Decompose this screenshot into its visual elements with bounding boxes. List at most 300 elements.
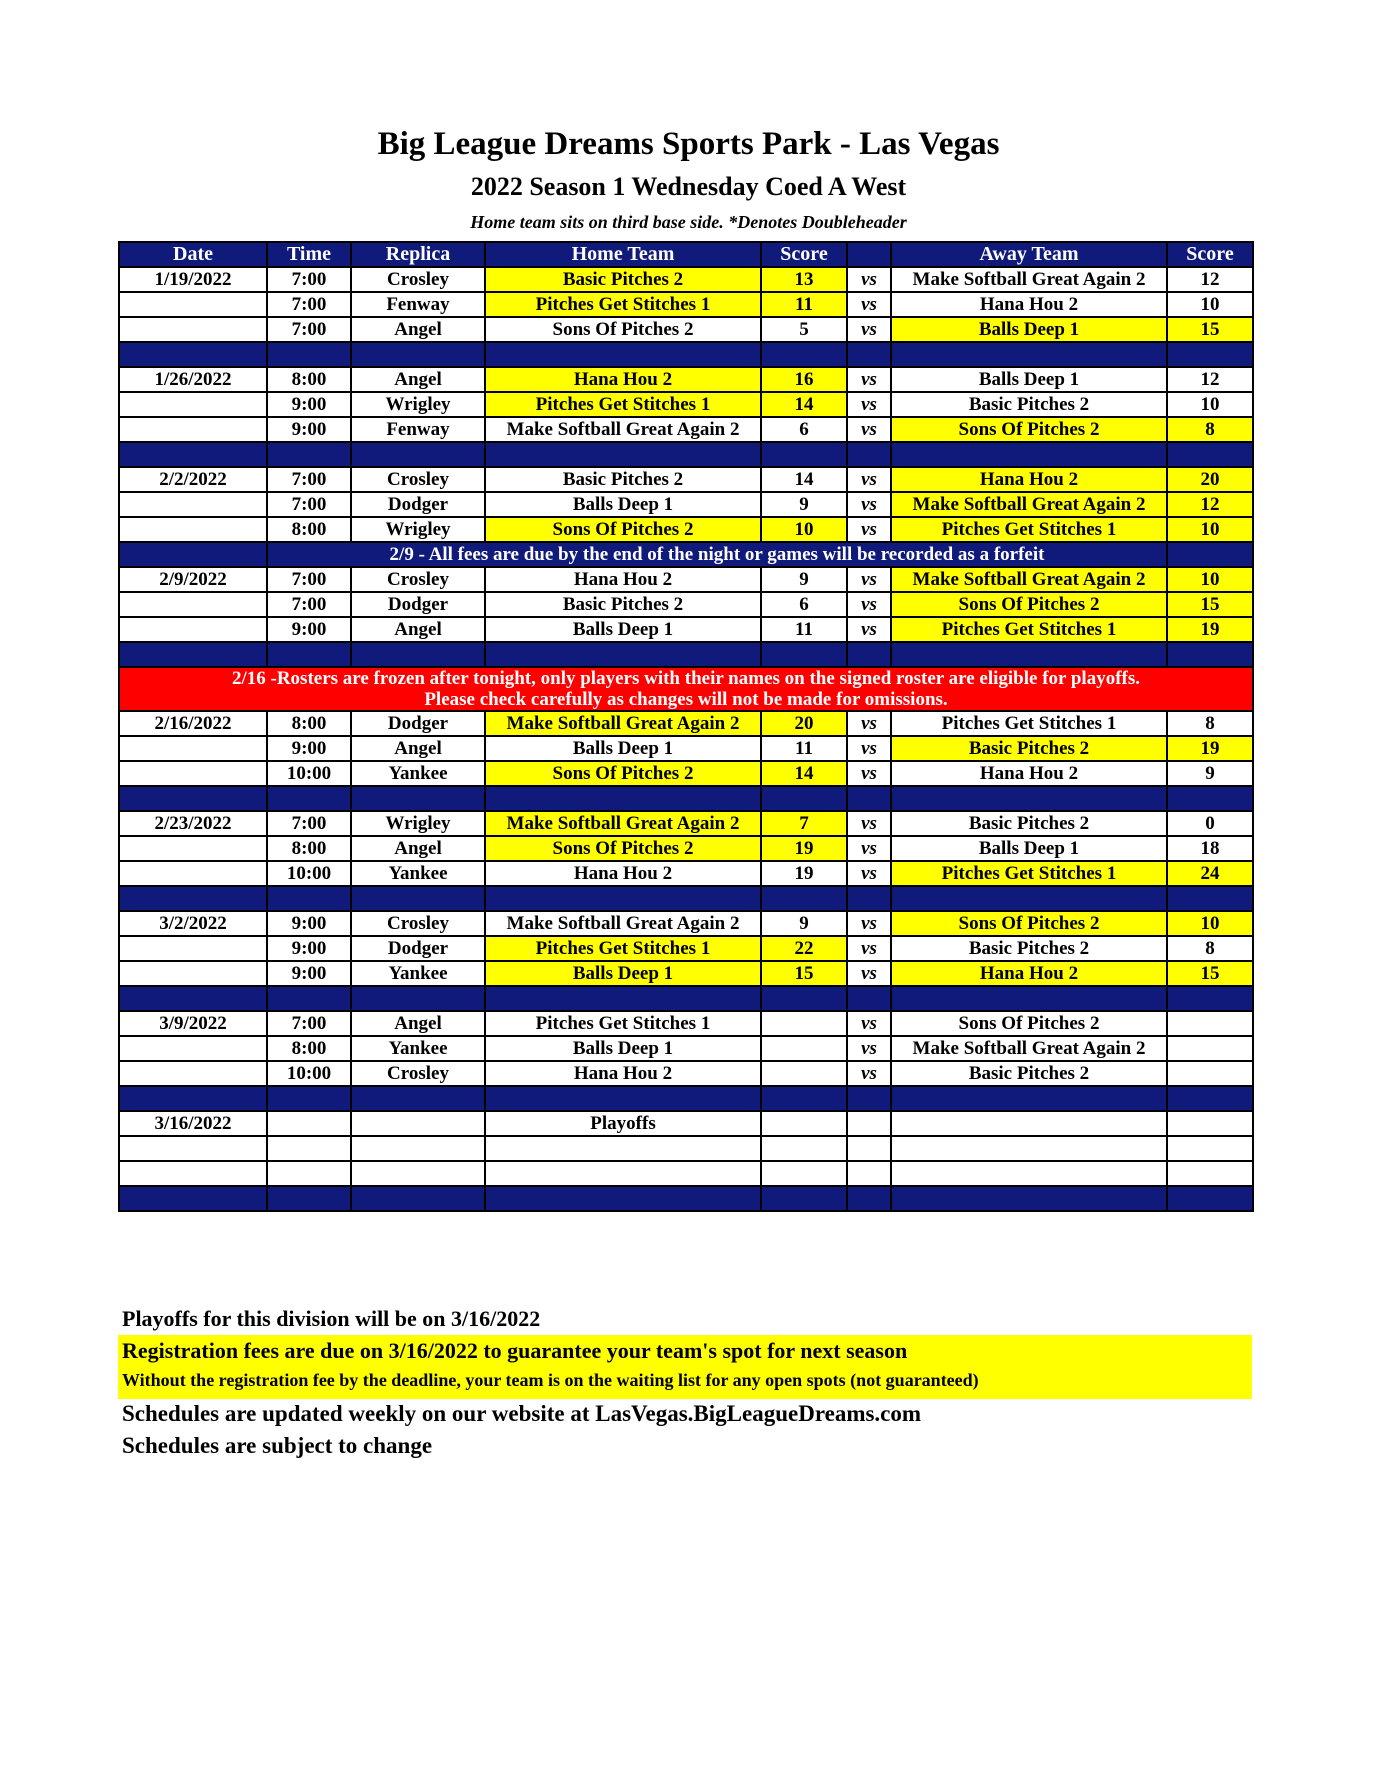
game-replica: Dodger: [351, 592, 485, 617]
game-row: [119, 936, 1253, 961]
notice-blank: [1167, 542, 1253, 567]
away-team: Hana Hou 2: [891, 761, 1167, 786]
game-date: 1/19/2022: [119, 267, 267, 292]
col-header-date: Date: [119, 242, 267, 267]
playoffs-label: [485, 1161, 761, 1186]
game-replica: Angel: [351, 317, 485, 342]
separator-row: [119, 642, 1253, 667]
game-replica: Crosley: [351, 911, 485, 936]
home-team: Basic Pitches 2: [485, 467, 761, 492]
away-team: Balls Deep 1: [891, 367, 1167, 392]
game-row: [119, 317, 1253, 342]
away-team: Basic Pitches 2: [891, 811, 1167, 836]
separator-cell: [119, 786, 267, 811]
game-date: [119, 292, 267, 317]
game-date: [119, 617, 267, 642]
schedule-body: [119, 267, 1253, 1211]
game-date: [119, 1061, 267, 1086]
separator-cell: [119, 442, 267, 467]
separator-cell: [485, 986, 761, 1011]
separator-cell: [351, 342, 485, 367]
game-date: 2/23/2022: [119, 811, 267, 836]
separator-cell: [1167, 1186, 1253, 1211]
away-score: 12: [1167, 367, 1253, 392]
game-time: 9:00: [267, 736, 351, 761]
separator-cell: [1167, 442, 1253, 467]
game-replica: Fenway: [351, 417, 485, 442]
home-score: 19: [761, 836, 847, 861]
empty-cell: [891, 1136, 1167, 1161]
col-header-away-team: Away Team: [891, 242, 1167, 267]
away-team: Make Softball Great Again 2: [891, 492, 1167, 517]
away-team: Pitches Get Stitches 1: [891, 711, 1167, 736]
separator-cell: [761, 642, 847, 667]
home-team: Sons Of Pitches 2: [485, 317, 761, 342]
game-date: 2/16/2022: [119, 711, 267, 736]
separator-cell: [267, 342, 351, 367]
alert-line: 2/16 -Rosters are frozen after tonight, only players with their names on the signed roster are eligible for playoffs.: [231, 668, 1141, 689]
separator-cell: [485, 1186, 761, 1211]
separator-cell: [847, 986, 891, 1011]
away-team: Sons Of Pitches 2: [891, 911, 1167, 936]
away-score: 10: [1167, 567, 1253, 592]
game-row: [119, 1011, 1253, 1036]
alert-row: [119, 667, 1253, 711]
vs-label: vs: [847, 1036, 891, 1061]
vs-label: vs: [847, 836, 891, 861]
away-team: Pitches Get Stitches 1: [891, 617, 1167, 642]
game-time: 7:00: [267, 317, 351, 342]
website-line: Schedules are updated weekly on our website at LasVegas.BigLeagueDreams.com: [122, 1401, 922, 1426]
separator-cell: [485, 442, 761, 467]
home-score: 14: [761, 761, 847, 786]
away-score: 0: [1167, 811, 1253, 836]
away-score: [1167, 1011, 1253, 1036]
home-score: 5: [761, 317, 847, 342]
game-time: 8:00: [267, 517, 351, 542]
away-team: Make Softball Great Again 2: [891, 567, 1167, 592]
home-team: Sons Of Pitches 2: [485, 836, 761, 861]
home-team: Basic Pitches 2: [485, 267, 761, 292]
empty-cell: [847, 1136, 891, 1161]
away-score: [1167, 1061, 1253, 1086]
game-time: 7:00: [267, 492, 351, 517]
home-score: 6: [761, 417, 847, 442]
separator-cell: [847, 1086, 891, 1111]
away-score: 8: [1167, 417, 1253, 442]
home-score: 11: [761, 736, 847, 761]
home-score: 13: [761, 267, 847, 292]
vs-label: vs: [847, 567, 891, 592]
home-team: Hana Hou 2: [485, 567, 761, 592]
game-time: 7:00: [267, 292, 351, 317]
separator-cell: [351, 886, 485, 911]
separator-cell: [847, 786, 891, 811]
game-replica: Wrigley: [351, 517, 485, 542]
away-score: 15: [1167, 592, 1253, 617]
home-score: 11: [761, 617, 847, 642]
separator-cell: [761, 786, 847, 811]
game-replica: Yankee: [351, 961, 485, 986]
game-date: 3/9/2022: [119, 1011, 267, 1036]
empty-cell: [847, 1161, 891, 1186]
game-time: 9:00: [267, 961, 351, 986]
game-replica: [351, 1111, 485, 1136]
home-team: Pitches Get Stitches 1: [485, 392, 761, 417]
game-time: 7:00: [267, 267, 351, 292]
game-row: [119, 911, 1253, 936]
home-team: Hana Hou 2: [485, 861, 761, 886]
away-team: Sons Of Pitches 2: [891, 1011, 1167, 1036]
away-score: 8: [1167, 936, 1253, 961]
away-team: Sons Of Pitches 2: [891, 417, 1167, 442]
vs-label: vs: [847, 467, 891, 492]
vs-label: vs: [847, 736, 891, 761]
separator-cell: [761, 342, 847, 367]
game-time: 9:00: [267, 911, 351, 936]
home-team: Hana Hou 2: [485, 367, 761, 392]
playoffs-label: Playoffs: [485, 1111, 761, 1136]
away-score: 10: [1167, 392, 1253, 417]
table-header-row: [119, 242, 1253, 267]
game-replica: Angel: [351, 1011, 485, 1036]
home-team: Make Softball Great Again 2: [485, 811, 761, 836]
separator-cell: [761, 886, 847, 911]
away-score: 20: [1167, 467, 1253, 492]
game-time: 7:00: [267, 592, 351, 617]
away-score: 8: [1167, 711, 1253, 736]
separator-cell: [267, 986, 351, 1011]
away-score: 15: [1167, 317, 1253, 342]
vs-label: vs: [847, 592, 891, 617]
separator-cell: [267, 1086, 351, 1111]
home-score: 9: [761, 567, 847, 592]
away-team: Basic Pitches 2: [891, 1061, 1167, 1086]
separator-cell: [119, 342, 267, 367]
vs-label: vs: [847, 417, 891, 442]
game-date: [119, 417, 267, 442]
separator-row: [119, 786, 1253, 811]
game-date: [119, 392, 267, 417]
game-row: [119, 367, 1253, 392]
away-score: 10: [1167, 292, 1253, 317]
home-score: 10: [761, 517, 847, 542]
game-date: [119, 1136, 267, 1161]
vs-label: vs: [847, 961, 891, 986]
empty-cell: [891, 1161, 1167, 1186]
game-date: [119, 492, 267, 517]
separator-row: [119, 342, 1253, 367]
separator-cell: [847, 642, 891, 667]
col-header-time: Time: [267, 242, 351, 267]
game-row: [119, 1061, 1253, 1086]
away-score: [1167, 1036, 1253, 1061]
separator-cell: [891, 642, 1167, 667]
away-score: 24: [1167, 861, 1253, 886]
game-replica: [351, 1136, 485, 1161]
vs-label: vs: [847, 517, 891, 542]
separator-cell: [267, 442, 351, 467]
game-date: 1/26/2022: [119, 367, 267, 392]
separator-cell: [351, 1086, 485, 1111]
vs-label: vs: [847, 1011, 891, 1036]
home-score: 15: [761, 961, 847, 986]
separator-cell: [891, 1186, 1167, 1211]
registration-note: Without the registration fee by the deadline, your team is on the waiting list for any open spots (not guaranteed): [122, 1370, 979, 1390]
game-time: 7:00: [267, 1011, 351, 1036]
home-score: 14: [761, 392, 847, 417]
separator-cell: [119, 642, 267, 667]
vs-label: vs: [847, 617, 891, 642]
home-team: Balls Deep 1: [485, 617, 761, 642]
separator-cell: [485, 786, 761, 811]
game-date: [119, 936, 267, 961]
empty-cell: [761, 1136, 847, 1161]
game-replica: Angel: [351, 836, 485, 861]
game-time: [267, 1161, 351, 1186]
separator-cell: [351, 642, 485, 667]
vs-label: vs: [847, 267, 891, 292]
game-time: [267, 1136, 351, 1161]
separator-cell: [485, 642, 761, 667]
game-date: 3/16/2022: [119, 1111, 267, 1136]
game-replica: Yankee: [351, 761, 485, 786]
game-row: [119, 267, 1253, 292]
separator-cell: [761, 986, 847, 1011]
notice-blank: [119, 542, 267, 567]
home-score: 16: [761, 367, 847, 392]
game-replica: Crosley: [351, 1061, 485, 1086]
separator-cell: [351, 442, 485, 467]
home-team: Make Softball Great Again 2: [485, 711, 761, 736]
away-score: 9: [1167, 761, 1253, 786]
game-row: [119, 392, 1253, 417]
home-score: 9: [761, 492, 847, 517]
vs-label: vs: [847, 492, 891, 517]
game-row: [119, 736, 1253, 761]
separator-row: [119, 1186, 1253, 1211]
home-team: Pitches Get Stitches 1: [485, 292, 761, 317]
away-score: 10: [1167, 517, 1253, 542]
separator-cell: [847, 886, 891, 911]
home-team: Balls Deep 1: [485, 736, 761, 761]
separator-cell: [267, 786, 351, 811]
away-team: Basic Pitches 2: [891, 936, 1167, 961]
away-score: 15: [1167, 961, 1253, 986]
game-time: 9:00: [267, 392, 351, 417]
separator-row: [119, 886, 1253, 911]
home-team: Make Softball Great Again 2: [485, 911, 761, 936]
game-row: [119, 861, 1253, 886]
page-title: Big League Dreams Sports Park - Las Vegas: [377, 126, 1000, 162]
playoffs-row: [119, 1136, 1253, 1161]
separator-cell: [891, 1086, 1167, 1111]
game-replica: Angel: [351, 617, 485, 642]
separator-cell: [761, 1186, 847, 1211]
separator-cell: [891, 986, 1167, 1011]
playoffs-row: [119, 1161, 1253, 1186]
game-row: [119, 292, 1253, 317]
notice-text: 2/9 - All fees are due by the end of the night or games will be recorded as a forfeit: [267, 542, 1167, 567]
empty-cell: [761, 1161, 847, 1186]
separator-cell: [847, 1186, 891, 1211]
game-time: 7:00: [267, 467, 351, 492]
separator-cell: [119, 886, 267, 911]
home-score: 7: [761, 811, 847, 836]
game-row: [119, 592, 1253, 617]
game-time: 8:00: [267, 711, 351, 736]
away-score: 12: [1167, 492, 1253, 517]
away-team: Make Softball Great Again 2: [891, 1036, 1167, 1061]
separator-cell: [267, 886, 351, 911]
change-line: Schedules are subject to change: [122, 1433, 433, 1458]
away-team: Hana Hou 2: [891, 961, 1167, 986]
separator-cell: [119, 1086, 267, 1111]
game-time: 10:00: [267, 1061, 351, 1086]
game-time: 10:00: [267, 761, 351, 786]
game-replica: Yankee: [351, 861, 485, 886]
separator-cell: [891, 442, 1167, 467]
home-score: 20: [761, 711, 847, 736]
game-time: 7:00: [267, 567, 351, 592]
separator-row: [119, 1086, 1253, 1111]
page-subtitle: 2022 Season 1 Wednesday Coed A West: [470, 172, 907, 201]
game-row: [119, 1036, 1253, 1061]
separator-cell: [891, 786, 1167, 811]
separator-cell: [891, 886, 1167, 911]
game-replica: [351, 1161, 485, 1186]
separator-cell: [351, 1186, 485, 1211]
playoffs-label: [485, 1136, 761, 1161]
game-time: 8:00: [267, 367, 351, 392]
separator-cell: [761, 442, 847, 467]
game-date: [119, 961, 267, 986]
game-row: [119, 417, 1253, 442]
game-date: 2/9/2022: [119, 567, 267, 592]
home-team: Pitches Get Stitches 1: [485, 1011, 761, 1036]
separator-cell: [761, 1086, 847, 1111]
vs-label: vs: [847, 911, 891, 936]
empty-cell: [891, 1111, 1167, 1136]
game-replica: Yankee: [351, 1036, 485, 1061]
game-date: 3/2/2022: [119, 911, 267, 936]
game-replica: Dodger: [351, 936, 485, 961]
vs-label: vs: [847, 861, 891, 886]
empty-cell: [1167, 1111, 1253, 1136]
separator-row: [119, 442, 1253, 467]
home-score: [761, 1061, 847, 1086]
game-replica: Dodger: [351, 711, 485, 736]
home-score: 19: [761, 861, 847, 886]
game-replica: Wrigley: [351, 811, 485, 836]
separator-cell: [891, 342, 1167, 367]
away-score: 12: [1167, 267, 1253, 292]
playoffs-note: Playoffs for this division will be on 3/16/2022: [122, 1306, 541, 1331]
separator-cell: [119, 1186, 267, 1211]
away-team: Sons Of Pitches 2: [891, 592, 1167, 617]
separator-cell: [847, 442, 891, 467]
game-time: 9:00: [267, 617, 351, 642]
separator-cell: [1167, 886, 1253, 911]
game-replica: Crosley: [351, 267, 485, 292]
separator-cell: [485, 342, 761, 367]
separator-cell: [267, 642, 351, 667]
separator-cell: [485, 886, 761, 911]
away-score: 19: [1167, 736, 1253, 761]
away-team: Balls Deep 1: [891, 836, 1167, 861]
game-row: [119, 961, 1253, 986]
away-team: Hana Hou 2: [891, 467, 1167, 492]
game-replica: Fenway: [351, 292, 485, 317]
away-score: 19: [1167, 617, 1253, 642]
game-row: [119, 467, 1253, 492]
game-date: [119, 836, 267, 861]
separator-cell: [1167, 786, 1253, 811]
game-time: 8:00: [267, 836, 351, 861]
col-header-vs: [847, 242, 891, 267]
separator-cell: [1167, 986, 1253, 1011]
game-replica: Angel: [351, 736, 485, 761]
home-team: Balls Deep 1: [485, 1036, 761, 1061]
home-score: 11: [761, 292, 847, 317]
empty-cell: [1167, 1161, 1253, 1186]
home-score: 6: [761, 592, 847, 617]
game-row: [119, 836, 1253, 861]
away-team: Basic Pitches 2: [891, 736, 1167, 761]
vs-label: vs: [847, 761, 891, 786]
game-row: [119, 811, 1253, 836]
home-team: Basic Pitches 2: [485, 592, 761, 617]
col-header-replica: Replica: [351, 242, 485, 267]
playoffs-row: [119, 1111, 1253, 1136]
separator-cell: [119, 986, 267, 1011]
separator-cell: [1167, 1086, 1253, 1111]
home-team: Sons Of Pitches 2: [485, 517, 761, 542]
game-date: [119, 761, 267, 786]
separator-cell: [351, 986, 485, 1011]
game-date: 2/2/2022: [119, 467, 267, 492]
game-time: 9:00: [267, 417, 351, 442]
game-time: 7:00: [267, 811, 351, 836]
game-replica: Wrigley: [351, 392, 485, 417]
game-replica: Crosley: [351, 567, 485, 592]
registration-line: Registration fees are due on 3/16/2022 to guarantee your team's spot for next season: [122, 1338, 908, 1363]
away-team: Balls Deep 1: [891, 317, 1167, 342]
separator-cell: [485, 1086, 761, 1111]
game-date: [119, 861, 267, 886]
game-time: 9:00: [267, 936, 351, 961]
col-header-home-team: Home Team: [485, 242, 761, 267]
game-date: [119, 1161, 267, 1186]
game-replica: Dodger: [351, 492, 485, 517]
vs-label: vs: [847, 317, 891, 342]
col-header-away-score: Score: [1167, 242, 1253, 267]
home-team: Balls Deep 1: [485, 492, 761, 517]
game-date: [119, 736, 267, 761]
away-score: 10: [1167, 911, 1253, 936]
home-score: [761, 1011, 847, 1036]
empty-cell: [761, 1111, 847, 1136]
separator-cell: [847, 342, 891, 367]
game-replica: Crosley: [351, 467, 485, 492]
game-row: [119, 492, 1253, 517]
home-team: Pitches Get Stitches 1: [485, 936, 761, 961]
separator-row: [119, 986, 1253, 1011]
col-header-home-score: Score: [761, 242, 847, 267]
vs-label: vs: [847, 292, 891, 317]
home-team: Make Softball Great Again 2: [485, 417, 761, 442]
game-row: [119, 517, 1253, 542]
